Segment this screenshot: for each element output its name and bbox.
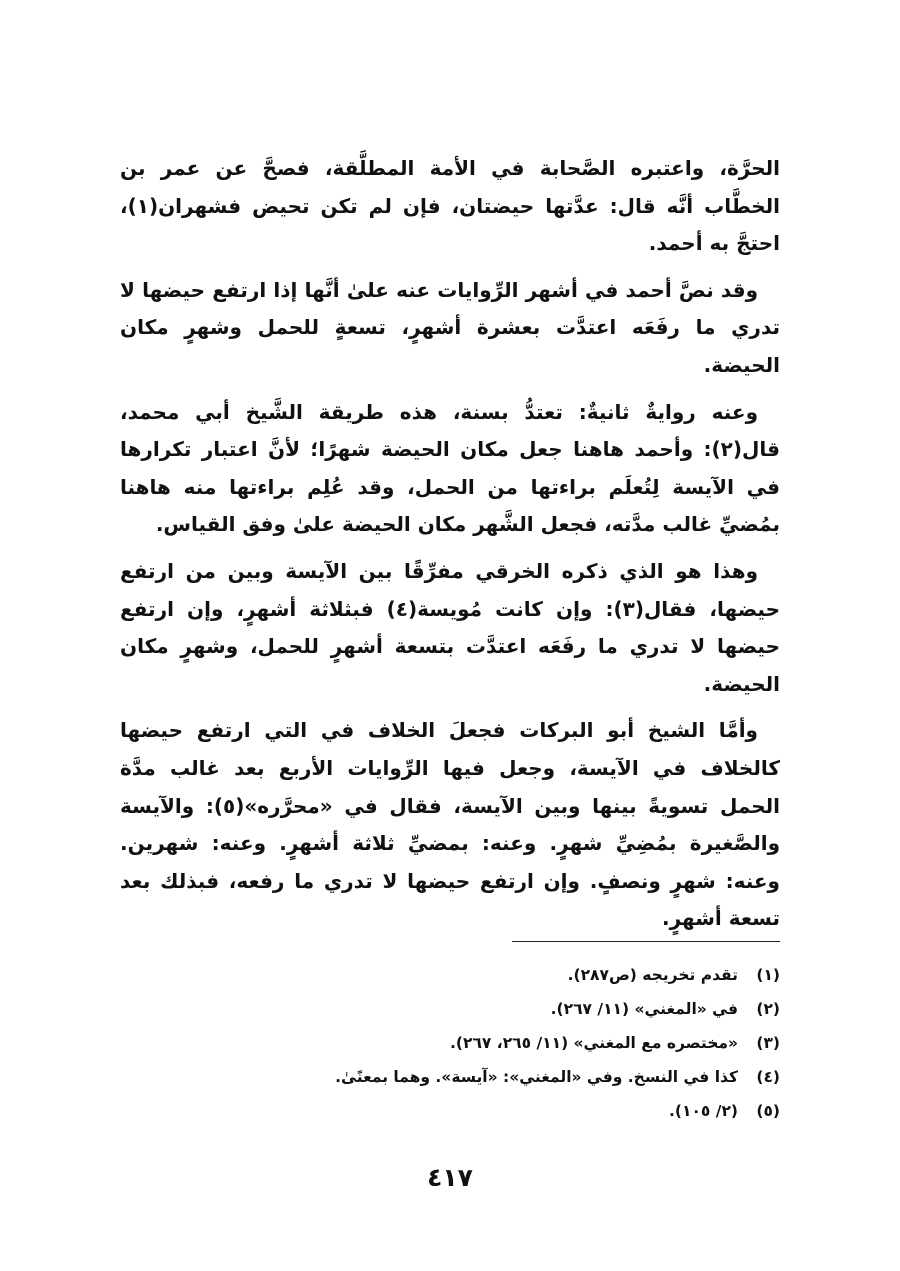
paragraph-3: وعنه روايةٌ ثانيةٌ: تعتدُّ بسنة، هذه طريقة الشَّيخ أبي محمد، قال(٢): وأحمد هاهنا جعل مكان الحيضة شهرًا؛ لأنَّ اعتبار تكرارها في الآيسة لِتُعلَم براءتها من الحمل، وقد عُلِم براءتها منه هاهنا بمُضيِّ غالب مدَّته، فجعل الشَّهر مكان الحيضة علىٰ وفق القياس. xyxy=(120,399,780,537)
footnote-1 xyxy=(120,958,780,992)
footnote-text: كذا في النسخ. وفي «المغني»: «آيسة». وهما بمعنًىٰ. xyxy=(335,1068,738,1086)
paragraph-4: وهذا هو الذي ذكره الخرقي مفرِّقًا بين الآيسة وبين من ارتفع حيضها، فقال(٣): وإن كانت مُويسة(٤) فبثلاثة أشهرٍ، وإن ارتفع حيضها لا تدري ما رفَعَه اعتدَّت بتسعة أشهرٍ للحمل، وشهرٍ مكان الحيضة. xyxy=(120,558,780,696)
footnote-divider xyxy=(512,941,780,942)
footnote-number: (٢) xyxy=(756,1000,780,1018)
footnote-text: (٢/ ١٠٥). xyxy=(669,1102,738,1120)
footnote-number: (١) xyxy=(756,966,780,984)
footnote-text: في «المغني» (١١/ ٢٦٧). xyxy=(550,1000,738,1018)
footnotes xyxy=(120,958,780,1128)
footnote-number: (٥) xyxy=(756,1102,780,1120)
footnote-4 xyxy=(120,1060,780,1094)
paragraph-1: الحرَّة، واعتبره الصَّحابة في الأمة المطلَّقة، فصحَّ عن عمر بن الخطَّاب أنَّه قال: عدَّتها حيضتان، فإن لم تكن تحيض فشهران(١)، احتجَّ به أحمد. xyxy=(120,156,780,256)
paragraph-5: وأمَّا الشيخ أبو البركات فجعلَ الخلاف في التي ارتفع حيضها كالخلاف في الآيسة، وجعل فيها الرِّوايات الأربع بعد غالب مدَّة الحمل تسويةً بينها وبين الآيسة، فقال في «محرَّره»(٥): والآيسة والصَّغيرة بمُضِيِّ شهرٍ. وعنه: بمضيِّ ثلاثة أشهرٍ. وعنه: شهرين. وعنه: شهرٍ ونصفٍ. وإن ارتفع حيضها لا تدري ما رفعه، فبذلك بعد تسعة أشهرٍ. xyxy=(120,718,781,931)
footnote-5 xyxy=(120,1094,780,1128)
page-number: ٤١٧ xyxy=(427,1163,473,1192)
paragraph-2: وقد نصَّ أحمد في أشهر الرِّوايات عنه علىٰ أنَّها إذا ارتفع حيضها لا تدري ما رفَعَه اعتدَّت بعشرة أشهرٍ، تسعةٍ للحمل وشهرٍ مكان الحيضة. xyxy=(120,277,780,377)
footnote-text: تقدم تخريجه (ص٢٨٧). xyxy=(567,966,738,984)
footnote-2 xyxy=(120,992,780,1026)
footnote-text: «مختصره مع المغني» (١١/ ٢٦٥، ٢٦٧). xyxy=(450,1034,738,1052)
footnote-number: (٣) xyxy=(756,1034,780,1052)
footnote-3 xyxy=(120,1026,780,1060)
footnote-number: (٤) xyxy=(756,1068,780,1086)
main-text xyxy=(120,150,780,947)
